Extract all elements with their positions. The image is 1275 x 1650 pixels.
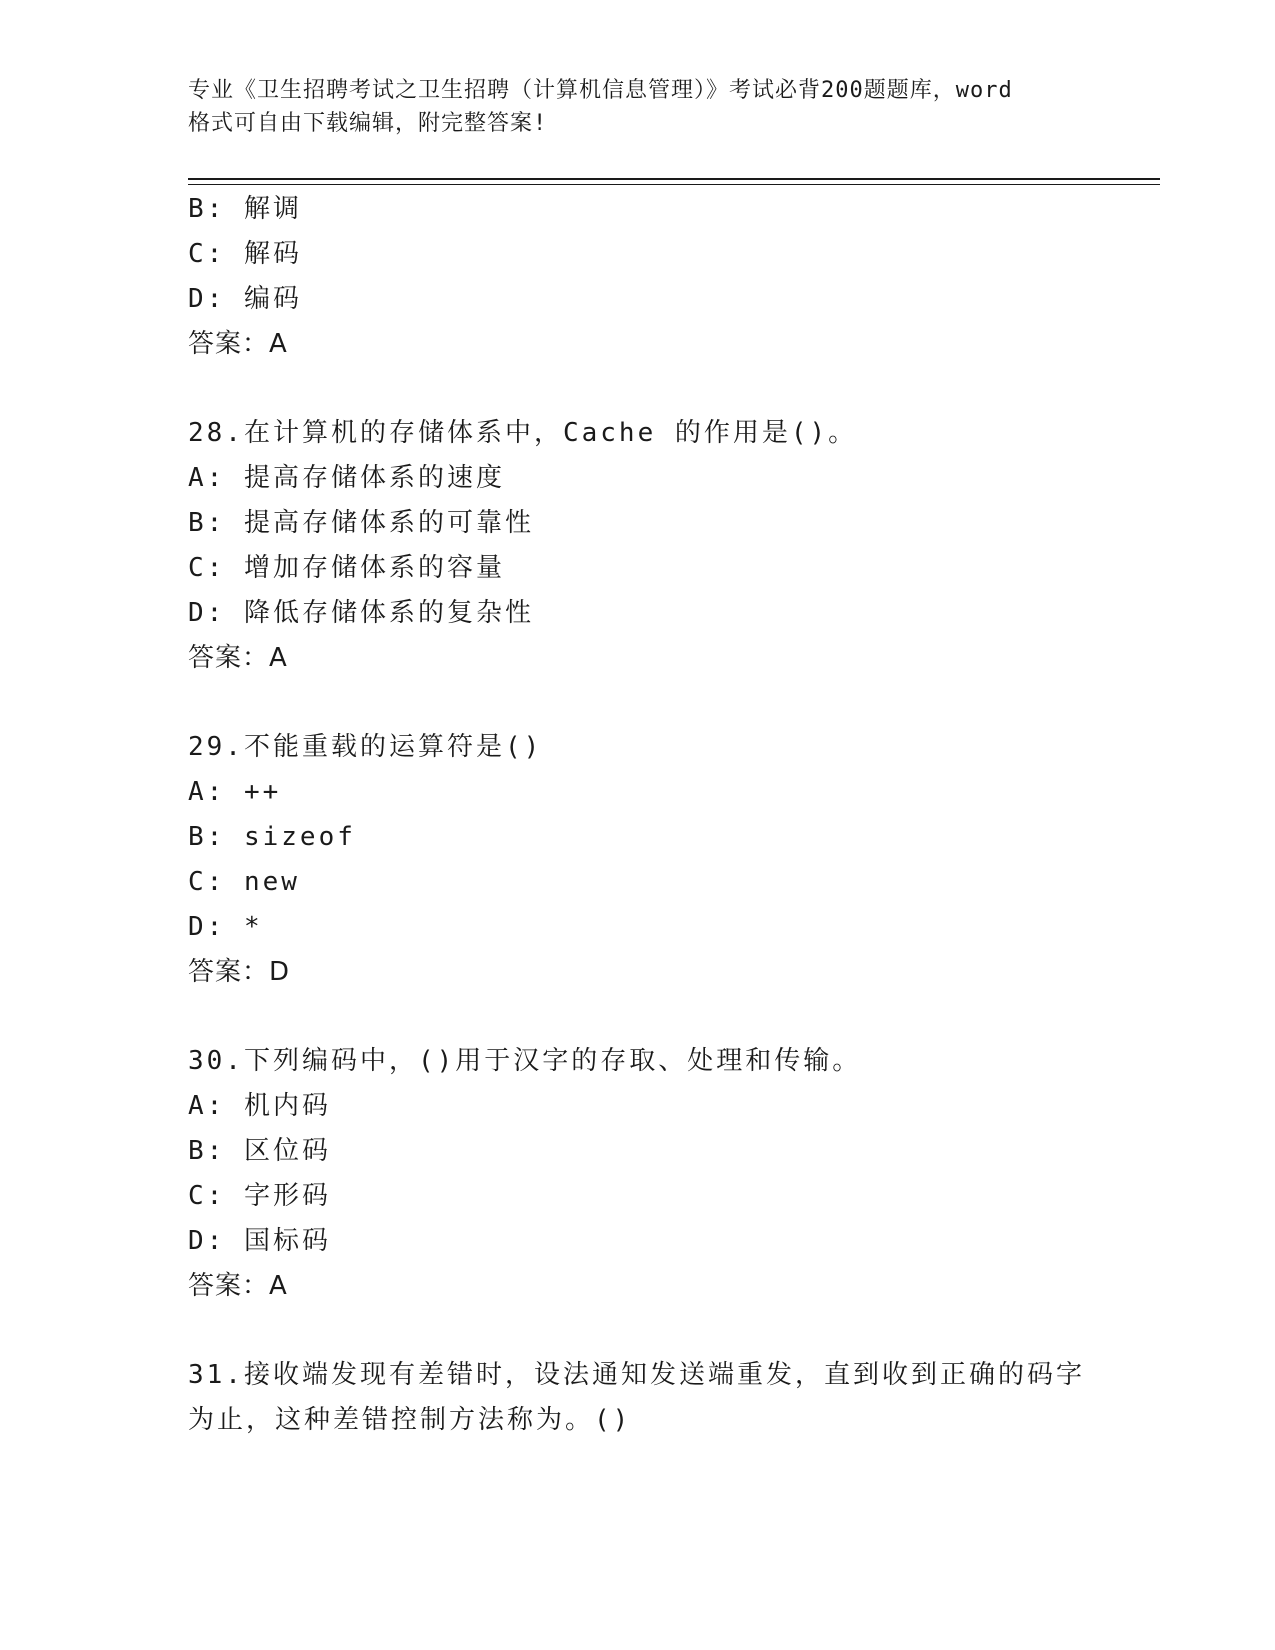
q28-option-a: A: 提高存储体系的速度	[188, 463, 505, 493]
q28-option-c: C: 增加存储体系的容量	[188, 553, 505, 583]
q29-option-a: A: ++	[188, 777, 282, 807]
q29-question: 29.不能重载的运算符是()	[188, 732, 543, 762]
q28-question: 28.在计算机的存储体系中，Cache 的作用是()。	[188, 418, 858, 448]
q30-option-d: D: 国标码	[188, 1226, 331, 1256]
q29-option-c: C: new	[188, 867, 300, 897]
q30-question: 30.下列编码中，()用于汉字的存取、处理和传输。	[188, 1046, 862, 1076]
q30-option-b: B: 区位码	[188, 1136, 331, 1166]
q30-option-c: C: 字形码	[188, 1181, 331, 1211]
q28-answer: 答案：A	[188, 643, 288, 673]
header-line-1: 专业《卫生招聘考试之卫生招聘（计算机信息管理）》考试必背200题题库，word	[188, 78, 1013, 103]
q27-answer: 答案：A	[188, 329, 288, 359]
q28-option-d: D: 降低存储体系的复杂性	[188, 598, 534, 628]
q29-option-d: D: *	[188, 912, 263, 942]
header-line-2: 格式可自由下载编辑，附完整答案!	[188, 111, 548, 136]
q27-option-b: B: 解调	[188, 194, 302, 224]
q27-option-c: C: 解码	[188, 239, 302, 269]
q28-option-b: B: 提高存储体系的可靠性	[188, 508, 534, 538]
q27-option-d: D: 编码	[188, 284, 302, 314]
q31-question-line-1: 31.接收端发现有差错时，设法通知发送端重发，直到收到正确的码字	[188, 1360, 1085, 1390]
q29-answer: 答案：D	[188, 957, 291, 987]
header-divider-thin	[188, 184, 1160, 185]
q29-option-b: B: sizeof	[188, 822, 356, 852]
q30-answer: 答案：A	[188, 1271, 288, 1301]
q31-question-line-2: 为止，这种差错控制方法称为。()	[188, 1405, 632, 1435]
document-header	[188, 74, 1088, 140]
header-divider-thick	[188, 178, 1160, 180]
q30-option-a: A: 机内码	[188, 1091, 331, 1121]
